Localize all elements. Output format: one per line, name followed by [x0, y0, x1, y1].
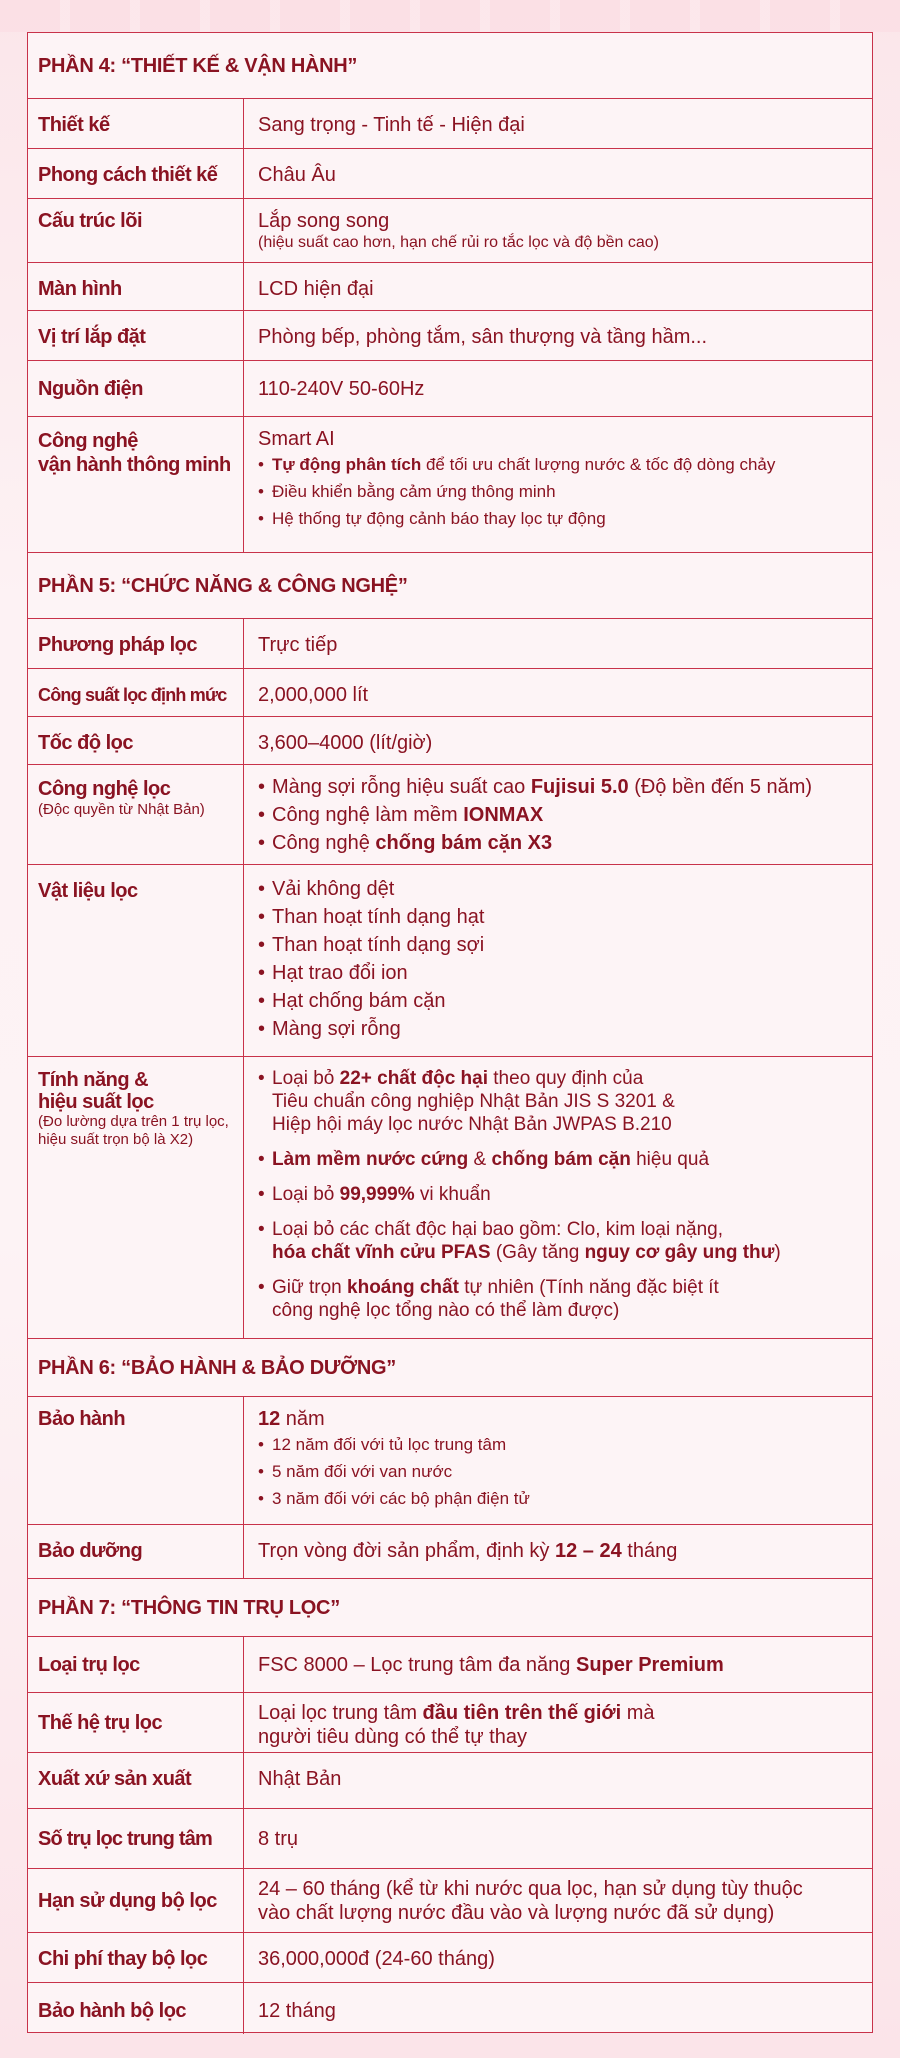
tech-list [258, 773, 864, 857]
section-title: PHẦN 4: “THIẾT KẾ & VẬN HÀNH” [38, 55, 358, 77]
row-toc-do [28, 717, 872, 765]
row-value: 110-240V 50-60Hz [258, 378, 425, 400]
list-item: • Giữ trọn khoáng chất tự nhiên (Tính năng đặc biệt ít công nghệ lọc tổng nào có thể làm được) [258, 1276, 864, 1322]
row-value-line2: vào chất lượng nước đầu vào và lượng nước đã sử dụng) [258, 1902, 775, 1924]
row-han-su-dung [28, 1869, 872, 1933]
row-value: 2,000,000 lít [258, 684, 369, 706]
list-item: • Loại bỏ 99,999% vi khuẩn [258, 1183, 864, 1206]
row-label: Bảo dưỡng [38, 1540, 143, 1562]
list-item: • Hạt chống bám cặn [258, 987, 864, 1015]
list-item: • 12 năm đối với tủ lọc trung tâm [258, 1431, 864, 1458]
row-label: Hạn sử dụng bộ lọc [38, 1890, 217, 1912]
row-vat-lieu [28, 865, 872, 1057]
row-label: Màn hình [38, 278, 122, 300]
row-label: Tính năng & [38, 1069, 149, 1091]
row-man-hinh [28, 263, 872, 311]
row-value: Lắp song song [258, 210, 390, 232]
row-so-tru [28, 1809, 872, 1869]
row-value: Phòng bếp, phòng tắm, sân thượng và tầng hầm... [258, 326, 708, 348]
row-value: 36,000,000đ (24-60 tháng) [258, 1948, 495, 1970]
row-cong-nghe-loc [28, 765, 872, 865]
row-label: Vị trí lắp đặt [38, 326, 146, 348]
section-title: PHẦN 6: “BẢO HÀNH & BẢO DƯỠNG” [38, 1357, 396, 1379]
warranty-list [258, 1431, 864, 1512]
row-label: Thế hệ trụ lọc [38, 1712, 163, 1734]
row-label-line2: hiệu suất lọc [38, 1091, 154, 1113]
list-item: • Than hoạt tính dạng hạt [258, 903, 864, 931]
list-item: • Công nghệ làm mềm IONMAX [258, 801, 864, 829]
row-value: 24 – 60 tháng (kể từ khi nước qua lọc, hạn sử dụng tùy thuộc [258, 1878, 803, 1900]
row-label: Số trụ lọc trung tâm [38, 1828, 213, 1850]
row-phuong-phap [28, 619, 872, 669]
row-label: Công nghệ lọc [38, 778, 171, 800]
row-xuat-xu [28, 1753, 872, 1809]
row-label: Tốc độ lọc [38, 732, 133, 754]
row-value: LCD hiện đại [258, 278, 374, 300]
row-cong-nghe-van-hanh [28, 417, 872, 553]
row-label: Phương pháp lọc [38, 634, 197, 656]
list-item: • Vải không dệt [258, 875, 864, 903]
row-label-line2: vận hành thông minh [38, 454, 231, 476]
list-item: • Hệ thống tự động cảnh báo thay lọc tự động [258, 505, 864, 532]
row-value: Châu Âu [258, 164, 336, 186]
section-4-header [28, 33, 872, 99]
row-label: Công nghệ [38, 430, 138, 452]
row-tinh-nang [28, 1057, 872, 1339]
row-value: 8 trụ [258, 1828, 299, 1850]
section-5-header [28, 553, 872, 619]
list-item: • Điều khiển bằng cảm ứng thông minh [258, 478, 864, 505]
list-item: • Màng sợi rỗng hiệu suất cao Fujisui 5.0 (Độ bền đến 5 năm) [258, 773, 864, 801]
row-sublabel: (Đo lường dựa trên 1 trụ lọc, hiệu suất trọn bộ là X2) [38, 1113, 229, 1148]
row-cong-suat [28, 669, 872, 717]
row-the-he [28, 1693, 872, 1753]
row-chi-phi [28, 1933, 872, 1983]
spec-table [27, 32, 873, 2033]
row-label: Loại trụ lọc [38, 1654, 140, 1676]
row-vi-tri [28, 311, 872, 361]
row-value: Trọn vòng đời sản phẩm, định kỳ 12 – 24 tháng [258, 1540, 678, 1562]
row-label: Vật liệu lọc [38, 880, 138, 902]
row-loai-tru-loc [28, 1637, 872, 1693]
row-value: Sang trọng - Tinh tế - Hiện đại [258, 114, 525, 136]
row-value: Smart AI [258, 428, 335, 450]
list-item: • Làm mềm nước cứng & chống bám cặn hiệu quả [258, 1148, 864, 1171]
row-value: 12 tháng [258, 2000, 336, 2022]
row-thiet-ke [28, 99, 872, 149]
row-nguon-dien [28, 361, 872, 417]
list-item: • Hạt trao đổi ion [258, 959, 864, 987]
list-item: • Tự động phân tích để tối ưu chất lượng nước & tốc độ dòng chảy [258, 451, 864, 478]
row-value: 3,600–4000 (lít/giờ) [258, 732, 433, 754]
row-label: Xuất xứ sản xuất [38, 1768, 192, 1790]
row-phong-cach [28, 149, 872, 199]
material-list [258, 875, 864, 1043]
feature-list [258, 451, 864, 532]
row-label: Chi phí thay bộ lọc [38, 1948, 208, 1970]
list-item: • Loại bỏ các chất độc hại bao gồm: Clo, kim loại nặng, hóa chất vĩnh cửu PFAS (Gây tăng nguy cơ gây ung thư) [258, 1218, 864, 1264]
header-band [0, 0, 900, 32]
row-label: Bảo hành bộ lọc [38, 2000, 187, 2022]
list-item: • Công nghệ chống bám cặn X3 [258, 829, 864, 857]
row-bao-hanh-bo-loc [28, 1983, 872, 2034]
list-item: • Than hoạt tính dạng sợi [258, 931, 864, 959]
row-label: Nguồn điện [38, 378, 143, 400]
row-bao-duong [28, 1525, 872, 1579]
row-value: Nhật Bản [258, 1768, 342, 1790]
section-title: PHẦN 5: “CHỨC NĂNG & CÔNG NGHỆ” [38, 575, 408, 597]
row-label: Cấu trúc lõi [38, 210, 143, 232]
list-item: • 3 năm đối với các bộ phận điện tử [258, 1485, 864, 1512]
row-value: Trực tiếp [258, 634, 338, 656]
row-value: Loại lọc trung tâm đầu tiên trên thế giới mà [258, 1702, 655, 1724]
row-cau-truc [28, 199, 872, 263]
row-note: (hiệu suất cao hơn, hạn chế rủi ro tắc lọc và độ bền cao) [258, 234, 659, 251]
section-title: PHẦN 7: “THÔNG TIN TRỤ LỌC” [38, 1597, 340, 1619]
section-7-header [28, 1579, 872, 1637]
list-item: • Màng sợi rỗng [258, 1015, 864, 1043]
section-6-header [28, 1339, 872, 1397]
row-value-line2: người tiêu dùng có thể tự thay [258, 1726, 527, 1748]
row-value: FSC 8000 – Lọc trung tâm đa năng Super Premium [258, 1654, 724, 1676]
row-label: Bảo hành [38, 1408, 126, 1430]
list-item: • Loại bỏ 22+ chất độc hại theo quy định của Tiêu chuẩn công nghiệp Nhật Bản JIS S 3201 & Hiệp hội máy lọc nước Nhật Bản JWPAS B.210 [258, 1067, 864, 1136]
row-label: Thiết kế [38, 114, 110, 136]
row-bao-hanh [28, 1397, 872, 1525]
row-sublabel: (Độc quyền từ Nhật Bản) [38, 801, 205, 818]
row-value: 12 năm [258, 1408, 325, 1430]
row-label: Công suất lọc định mức [38, 685, 227, 705]
list-item: • 5 năm đối với van nước [258, 1458, 864, 1485]
row-label: Phong cách thiết kế [38, 164, 218, 186]
performance-list [258, 1067, 864, 1322]
